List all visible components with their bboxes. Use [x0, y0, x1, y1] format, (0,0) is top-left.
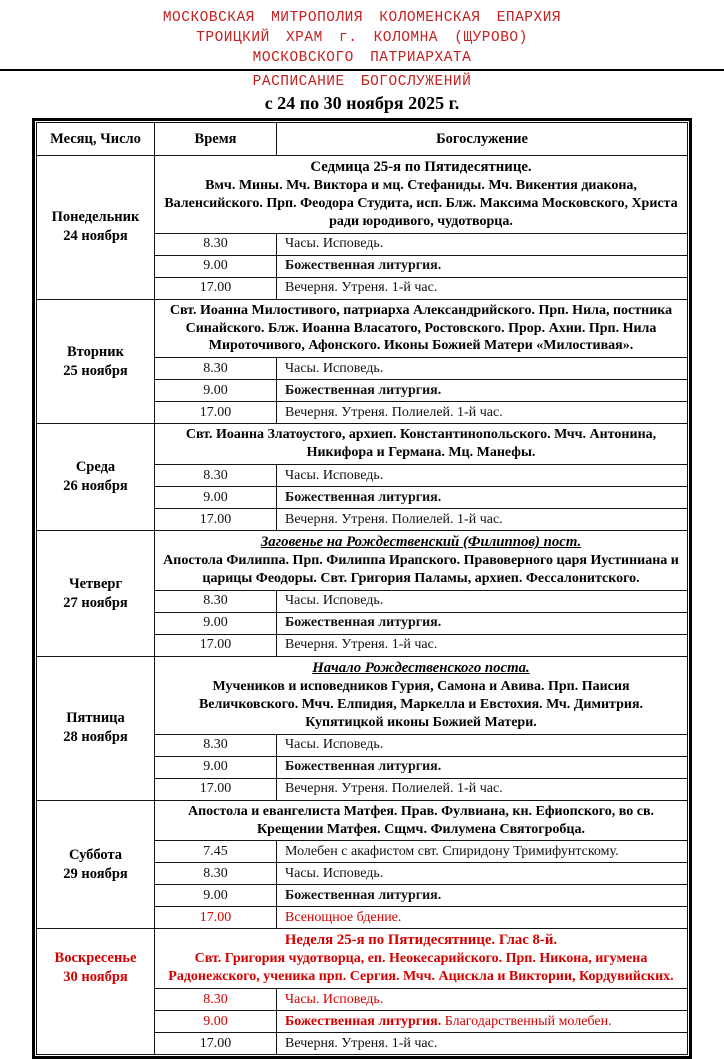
day-section-tuesday — [37, 299, 688, 358]
service-time: 9.00 — [155, 255, 277, 277]
service-time: 9.00 — [155, 487, 277, 509]
service-time: 17.00 — [155, 778, 277, 800]
schedule-table — [36, 122, 688, 1055]
feast-text: Мучеников и исповедников Гурия, Самона и Авива. Прп. Паисия Величковского. Мчч. Елпидия, Маркелла и Евстохия. Мч. Димитрия. Купятицкой иконы Божией Матери. — [198, 678, 644, 730]
service-name: Божественная литургия. — [277, 487, 688, 509]
service-name: Божественная литургия. — [277, 380, 688, 402]
feast-text: Апостола Филиппа. Прп. Филиппа Ирапского. Правоверного царя Иустиниана и царицы Феодоры. Свт. Григория Паламы, архиеп. Фессалонитского. — [163, 553, 679, 587]
service-name: Вечерня. Утреня. Полиелей. 1-й час. — [277, 778, 688, 800]
service-name: Часы. Исповедь. — [277, 989, 688, 1011]
service-time: 17.00 — [155, 907, 277, 929]
schedule-table-frame — [32, 118, 692, 1059]
service-name: Часы. Исповедь. — [277, 358, 688, 380]
service-name: Божественная литургия. — [277, 255, 688, 277]
sunday-week-title: Неделя 25-я по Пятидесятнице. Глас 8-й. — [284, 932, 558, 949]
day-section-wednesday — [37, 424, 688, 465]
day-name: Пятница — [66, 710, 125, 727]
service-name: Часы. Исповедь. — [277, 233, 688, 255]
service-name: Вечерня. Утреня. 1-й час. — [277, 1033, 688, 1055]
day-name: Четверг — [68, 575, 123, 592]
day-date: 29 ноября — [63, 865, 128, 882]
service-time: 8.30 — [155, 863, 277, 885]
service-name: Божественная литургия. — [277, 612, 688, 634]
service-name: Часы. Исповедь. — [277, 863, 688, 885]
feast-text: Свт. Иоанна Милостивого, патриарха Александрийского. Прп. Нила, постника Синайского. Блж. Иоанна Власатого, Ростовского. Прор. Ахии. Прп. Нила Мироточивого, Афонского. Иконы Божией Матери «Милостивая». — [169, 302, 673, 354]
day-section-thursday — [37, 531, 688, 591]
service-name: Часы. Исповедь. — [277, 590, 688, 612]
service-time: 17.00 — [155, 1033, 277, 1055]
feast-description-saturday — [155, 800, 688, 841]
service-time: 17.00 — [155, 277, 277, 299]
service-time: 9.00 — [155, 756, 277, 778]
day-cell-friday — [37, 656, 155, 800]
feast-text: Вмч. Мины. Мч. Виктора и мц. Стефаниды. Мч. Викентия диакона, Валенсийского. Прп. Феодора Студита, исп. Блж. Максима Московского, Христа ради юродивого, чудотворца. — [164, 177, 678, 229]
day-date: 30 ноября — [63, 969, 128, 986]
service-name: Всенощное бдение. — [277, 907, 688, 929]
service-name: Часы. Исповедь. — [277, 465, 688, 487]
service-time: 17.00 — [155, 402, 277, 424]
day-cell-tuesday — [37, 299, 155, 424]
feast-description-friday — [155, 656, 688, 734]
service-time: 7.45 — [155, 841, 277, 863]
day-section-friday — [37, 656, 688, 734]
column-header-service: Богослужение — [277, 123, 688, 156]
feast-description-tuesday — [155, 299, 688, 358]
day-date: 26 ноября — [63, 478, 128, 495]
fast-begin-title: Заговенье на Рождественский (Филиппов) пост. — [260, 534, 582, 551]
day-section-monday — [37, 156, 688, 234]
service-name: Часы. Исповедь. — [277, 734, 688, 756]
metropolis-title: МОСКОВСКАЯ МИТРОПОЛИЯ КОЛОМЕНСКАЯ ЕПАРХИЯ — [162, 10, 562, 26]
day-name: Понедельник — [51, 209, 140, 226]
fast-begin-title: Начало Рождественского поста. — [312, 659, 530, 676]
day-date: 27 ноября — [63, 594, 128, 611]
table-header-row — [37, 123, 688, 156]
service-name: Вечерня. Утреня. Полиелей. 1-й час. — [277, 402, 688, 424]
service-name: Божественная литургия. — [277, 756, 688, 778]
feast-description-monday — [155, 156, 688, 234]
day-cell-wednesday — [37, 424, 155, 531]
day-name: Среда — [75, 459, 116, 476]
service-time: 8.30 — [155, 358, 277, 380]
service-time: 8.30 — [155, 233, 277, 255]
service-time: 17.00 — [155, 509, 277, 531]
feast-description-thursday — [155, 531, 688, 591]
service-name: Божественная литургия. — [277, 885, 688, 907]
date-range: с 24 по 30 ноября 2025 г. — [264, 93, 460, 113]
day-name: Воскресенье — [54, 950, 137, 967]
feast-text: Свт. Григория чудотворца, еп. Неокесарийского. Прп. Никона, игумена Радонежского, ученика прп. Сергия. Мчч. Ацискла и Виктории, Кордувийских. — [168, 951, 674, 985]
day-name: Вторник — [67, 343, 124, 360]
day-name: Суббота — [68, 846, 123, 863]
service-name-main: Божественная литургия. — [285, 1013, 442, 1029]
feast-description-wednesday — [155, 424, 688, 465]
service-name: Вечерня. Утреня. Полиелей. 1-й час. — [277, 509, 688, 531]
column-header-day: Месяц, Число — [37, 123, 155, 156]
service-name: Вечерня. Утреня. 1-й час. — [277, 277, 688, 299]
church-title: ТРОИЦКИЙ ХРАМ г. КОЛОМНА (ЩУРОВО) — [196, 30, 528, 46]
feast-description-sunday — [155, 929, 688, 989]
feast-title: Седмица 25-я по Пятидесятнице. — [310, 159, 532, 175]
service-name: Вечерня. Утреня. 1-й час. — [277, 634, 688, 656]
service-name-extra: Благодарственный молебен. — [444, 1013, 612, 1029]
feast-text: Апостола и евангелиста Матфея. Прав. Фулвиана, кн. Ефиопского, во св. Крещении Матфея. Сщмч. Филумена Святогробца. — [187, 803, 655, 837]
day-cell-sunday — [37, 929, 155, 1055]
day-cell-thursday — [37, 531, 155, 657]
day-cell-monday — [37, 156, 155, 300]
day-date: 28 ноября — [63, 729, 128, 746]
service-name — [277, 1011, 688, 1033]
horizontal-divider — [0, 69, 724, 71]
schedule-heading: РАСПИСАНИЕ БОГОСЛУЖЕНИЙ — [252, 74, 472, 90]
day-cell-saturday — [37, 800, 155, 929]
day-section-saturday — [37, 800, 688, 841]
day-date: 25 ноября — [63, 362, 128, 379]
column-header-time: Время — [155, 123, 277, 156]
feast-text: Свт. Иоанна Златоустого, архиеп. Константинопольского. Мчч. Антонина, Никифора и Германа. Мц. Манефы. — [185, 427, 657, 461]
service-time: 9.00 — [155, 885, 277, 907]
service-time: 8.30 — [155, 465, 277, 487]
patriarchate-title: МОСКОВСКОГО ПАТРИАРХАТА — [252, 50, 472, 66]
service-name: Молебен с акафистом свт. Спиридону Тримифунтскому. — [277, 841, 688, 863]
service-time: 17.00 — [155, 634, 277, 656]
day-date: 24 ноября — [63, 228, 128, 245]
day-section-sunday — [37, 929, 688, 989]
service-time: 9.00 — [155, 380, 277, 402]
service-time: 9.00 — [155, 1011, 277, 1033]
service-time: 8.30 — [155, 590, 277, 612]
service-time: 8.30 — [155, 989, 277, 1011]
service-time: 9.00 — [155, 612, 277, 634]
service-time: 8.30 — [155, 734, 277, 756]
